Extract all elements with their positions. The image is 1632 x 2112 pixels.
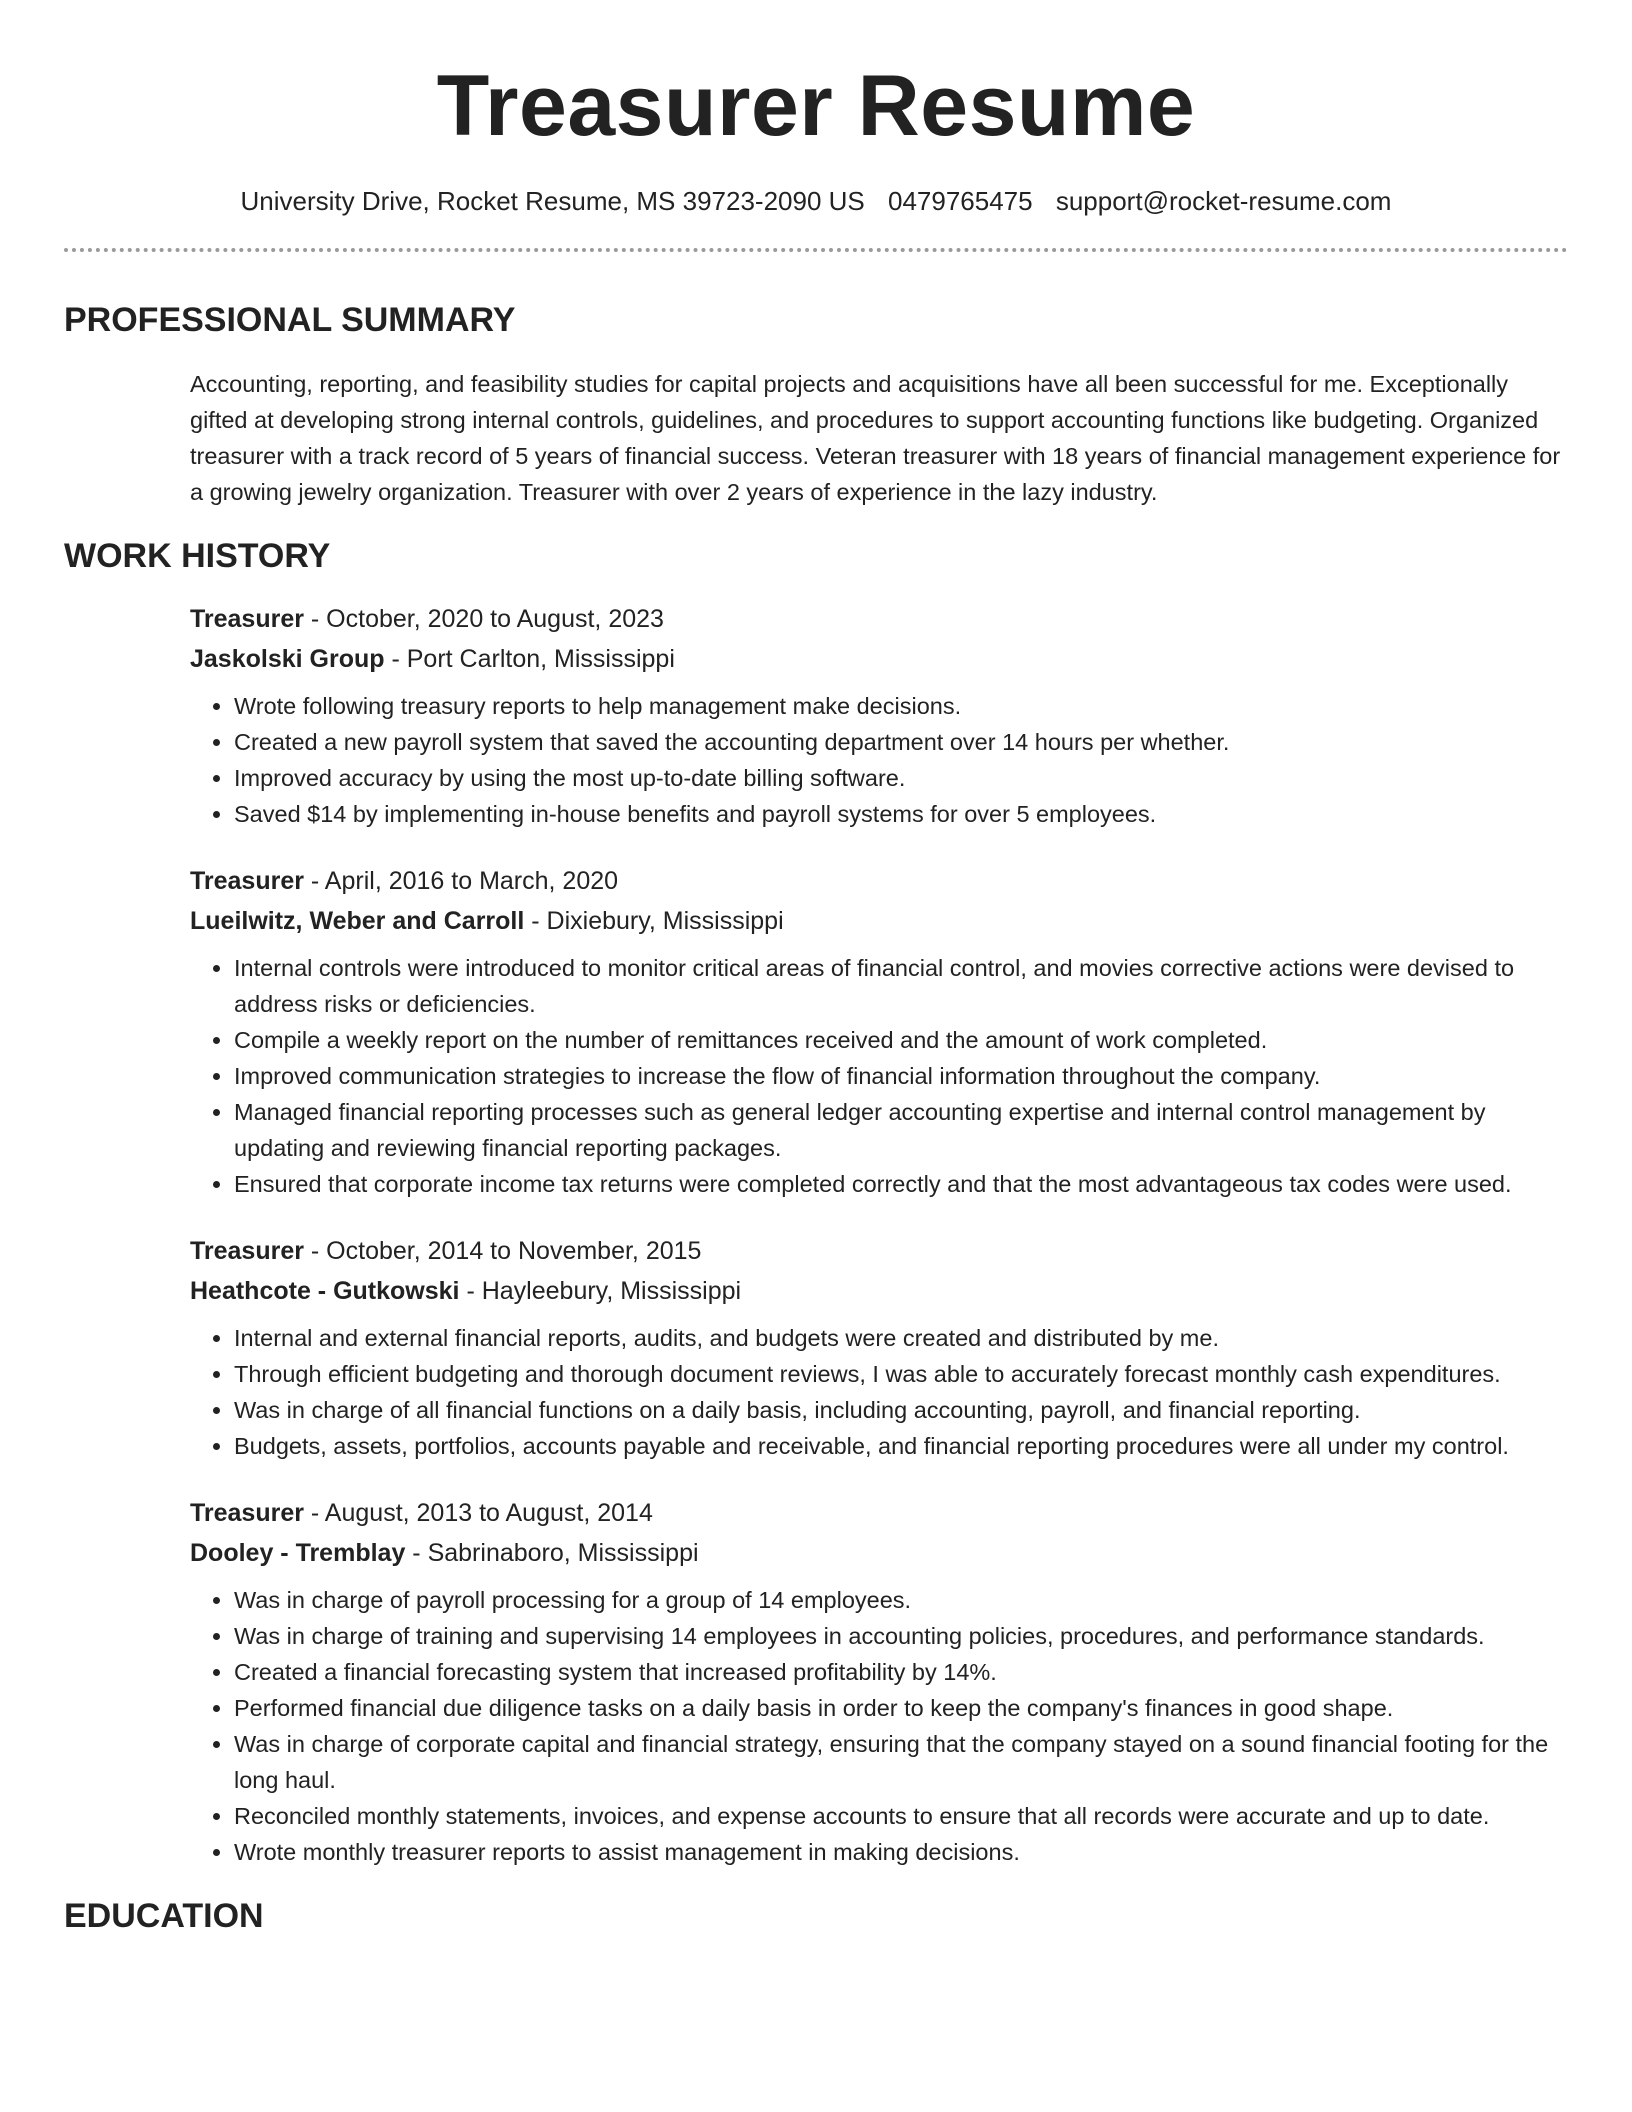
- work-history-heading: WORK HISTORY: [64, 537, 331, 575]
- job-bullet: • Was in charge of training and supervising 14 employees in accounting policies, procedures, and performance standards.: [234, 1618, 1568, 1654]
- job-location: - Port Carlton, Mississippi: [384, 645, 675, 673]
- job-bullet: • Internal and external financial reports, audits, and budgets were created and distributed by me.: [234, 1320, 1568, 1356]
- header-divider: [64, 248, 1568, 252]
- contact-email: support@rocket-resume.com: [1055, 186, 1392, 216]
- job-company-line: [190, 904, 1568, 938]
- job-title: Treasurer: [190, 1237, 304, 1265]
- job-title-line: [190, 1234, 1568, 1268]
- job-bullet: • Created a financial forecasting system that increased profitability by 14%.: [234, 1654, 1568, 1690]
- resume-title: Treasurer Resume: [436, 58, 1196, 154]
- job-company: Lueilwitz, Weber and Carroll: [190, 907, 525, 935]
- job-bullet: • Compile a weekly report on the number of remittances received and the amount of work completed.: [234, 1022, 1568, 1058]
- job-bullet: • Performed financial due diligence tasks on a daily basis in order to keep the company's finances in good shape.: [234, 1690, 1568, 1726]
- job-bullets: [190, 950, 1568, 1202]
- job-bullet: • Improved accuracy by using the most up-to-date billing software.: [234, 760, 1568, 796]
- job-entry: [190, 864, 1568, 1202]
- job-bullets: [190, 1582, 1568, 1870]
- job-bullet: • Through efficient budgeting and thorough document reviews, I was able to accurately forecast monthly cash expenditures.: [234, 1356, 1568, 1392]
- resume-page: [64, 0, 1568, 1936]
- job-bullet: • Was in charge of all financial functions on a daily basis, including accounting, payroll, and financial reporting.: [234, 1392, 1568, 1428]
- job-title: Treasurer: [190, 605, 304, 633]
- contact-phone: 0479765475: [888, 186, 1033, 216]
- job-company: Dooley - Tremblay: [190, 1539, 406, 1567]
- job-title-line: [190, 864, 1568, 898]
- education-heading: EDUCATION: [64, 1897, 264, 1935]
- job-location: - Hayleebury, Mississippi: [459, 1277, 742, 1305]
- job-bullets: [190, 1320, 1568, 1464]
- job-entry: [190, 1234, 1568, 1464]
- job-title: Treasurer: [190, 867, 304, 895]
- job-bullet: • Ensured that corporate income tax returns were completed correctly and that the most advantageous tax codes were used.: [234, 1166, 1568, 1202]
- job-entry: [190, 602, 1568, 832]
- job-dates: - April, 2016 to March, 2020: [303, 867, 619, 895]
- job-bullet: • Wrote following treasury reports to help management make decisions.: [234, 688, 1568, 724]
- job-bullet: • Internal controls were introduced to monitor critical areas of financial control, and movies corrective actions were devised to address risks or deficiencies.: [234, 950, 1568, 1022]
- job-bullets: [190, 688, 1568, 832]
- job-title: Treasurer: [190, 1499, 304, 1527]
- job-bullet: • Created a new payroll system that saved the accounting department over 14 hours per whether.: [234, 724, 1568, 760]
- job-bullet: • Was in charge of payroll processing for a group of 14 employees.: [234, 1582, 1568, 1618]
- job-location: - Sabrinaboro, Mississippi: [405, 1539, 699, 1567]
- job-bullet: • Wrote monthly treasurer reports to assist management in making decisions.: [234, 1834, 1568, 1870]
- job-bullet: • Managed financial reporting processes such as general ledger accounting expertise and internal control management by updating and reviewing financial reporting packages.: [234, 1094, 1568, 1166]
- job-bullet: • Saved $14 by implementing in-house benefits and payroll systems for over 5 employees.: [234, 796, 1568, 832]
- job-company: Jaskolski Group: [190, 645, 385, 673]
- job-location: - Dixiebury, Mississippi: [524, 907, 784, 935]
- job-bullet: • Budgets, assets, portfolios, accounts payable and receivable, and financial reporting procedures were all under my control.: [234, 1428, 1568, 1464]
- job-dates: - October, 2014 to November, 2015: [303, 1237, 702, 1265]
- summary-heading: PROFESSIONAL SUMMARY: [64, 301, 516, 339]
- job-title-line: [190, 602, 1568, 636]
- contact-line: [64, 184, 1568, 218]
- job-company-line: [190, 642, 1568, 676]
- job-dates: - October, 2020 to August, 2023: [303, 605, 664, 633]
- job-entry: [190, 1496, 1568, 1870]
- job-company-line: [190, 1274, 1568, 1308]
- contact-address: University Drive, Rocket Resume, MS 39723-2090 US: [240, 186, 865, 216]
- job-company-line: [190, 1536, 1568, 1570]
- job-bullet: • Reconciled monthly statements, invoices, and expense accounts to ensure that all records were accurate and up to date.: [234, 1798, 1568, 1834]
- job-company: Heathcote - Gutkowski: [190, 1277, 460, 1305]
- job-bullet: • Was in charge of corporate capital and financial strategy, ensuring that the company stayed on a sound financial footing for the long haul.: [234, 1726, 1568, 1798]
- job-title-line: [190, 1496, 1568, 1530]
- job-bullet: • Improved communication strategies to increase the flow of financial information throughout the company.: [234, 1058, 1568, 1094]
- job-dates: - August, 2013 to August, 2014: [303, 1499, 653, 1527]
- summary-text: Accounting, reporting, and feasibility studies for capital projects and acquisitions have all been successful for me. Exceptionally gifted at developing strong internal controls, guidelines, and procedures to support accounting functions like budgeting. Organized treasurer with a track record of 5 years of financial success. Veteran treasurer with 18 years of financial management experience for a growing jewelry organization. Treasurer with over 2 years of experience in the lazy industry.: [190, 371, 1561, 505]
